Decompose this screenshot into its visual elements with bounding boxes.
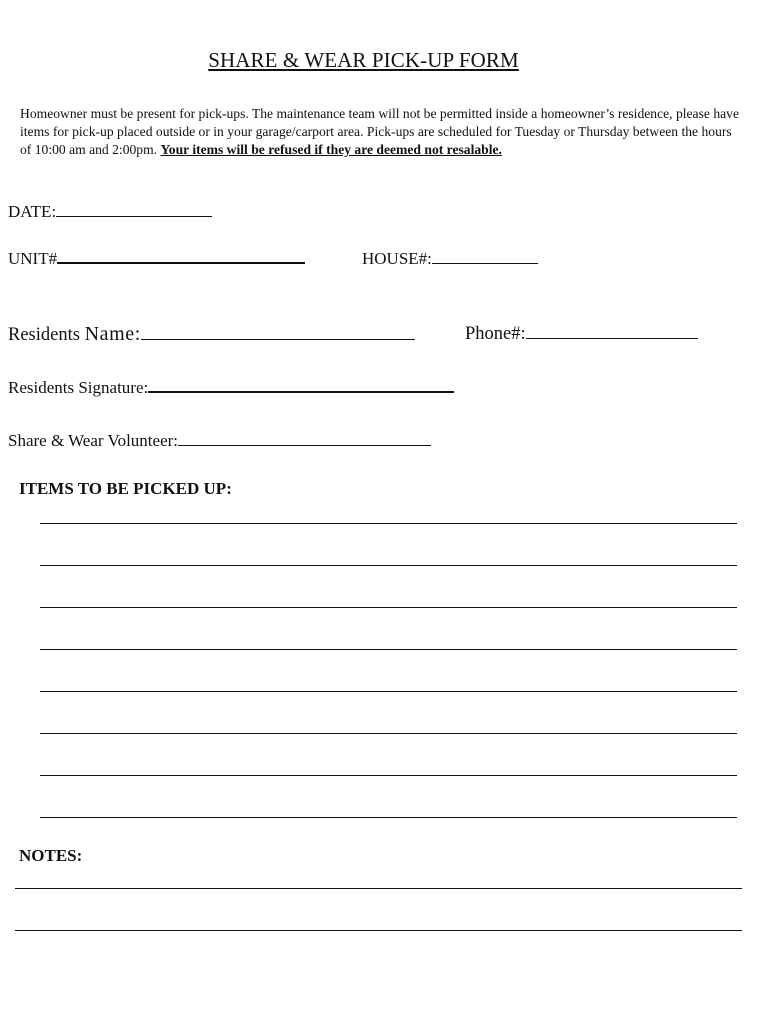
notes-line[interactable] [15, 888, 742, 889]
house-label: HOUSE#: [362, 249, 432, 268]
item-line[interactable] [40, 565, 737, 566]
volunteer-field[interactable] [8, 431, 431, 451]
resident-name-blank[interactable] [141, 338, 415, 340]
volunteer-label: Share & Wear Volunteer: [8, 431, 179, 450]
date-label: DATE: [8, 202, 57, 221]
instructions-text: Homeowner must be present for pick-ups. The maintenance team will not be permitted inside a homeowner’s residence, please have items for pick-up placed outside or in your garage/carport area. Pick-ups are scheduled for Tuesday or Thursday between the hours of 10:00 am and 2:00pm. [20, 106, 739, 157]
house-blank[interactable] [432, 262, 538, 264]
items-heading: ITEMS TO BE PICKED UP: [19, 479, 232, 498]
unit-field[interactable] [8, 249, 305, 269]
unit-blank[interactable] [57, 261, 305, 264]
item-line[interactable] [40, 523, 737, 524]
form-title: SHARE & WEAR PICK-UP FORM [208, 48, 519, 72]
notes-line[interactable] [15, 930, 742, 931]
phone-blank[interactable] [526, 337, 698, 339]
date-blank[interactable] [56, 215, 212, 217]
item-line[interactable] [40, 733, 737, 734]
instructions-paragraph [20, 105, 740, 159]
phone-field[interactable] [465, 324, 698, 345]
item-line[interactable] [40, 649, 737, 650]
signature-label: Residents Signature: [8, 378, 149, 397]
refusal-warning: Your items will be refused if they are deemed not resalable. [160, 142, 502, 157]
item-line[interactable] [40, 817, 737, 818]
unit-label: UNIT# [8, 249, 58, 268]
notes-heading: NOTES: [19, 846, 83, 865]
name-label: Name: [84, 323, 141, 345]
item-line[interactable] [40, 691, 737, 692]
item-line[interactable] [40, 607, 737, 608]
date-field[interactable] [8, 202, 212, 222]
volunteer-blank[interactable] [178, 444, 431, 446]
resident-name-field[interactable] [8, 323, 415, 346]
item-line[interactable] [40, 775, 737, 776]
signature-blank[interactable] [148, 390, 454, 393]
residents-label: Residents [8, 325, 80, 345]
signature-field[interactable] [8, 378, 454, 398]
phone-label: Phone#: [465, 324, 526, 344]
house-field[interactable] [362, 249, 538, 269]
